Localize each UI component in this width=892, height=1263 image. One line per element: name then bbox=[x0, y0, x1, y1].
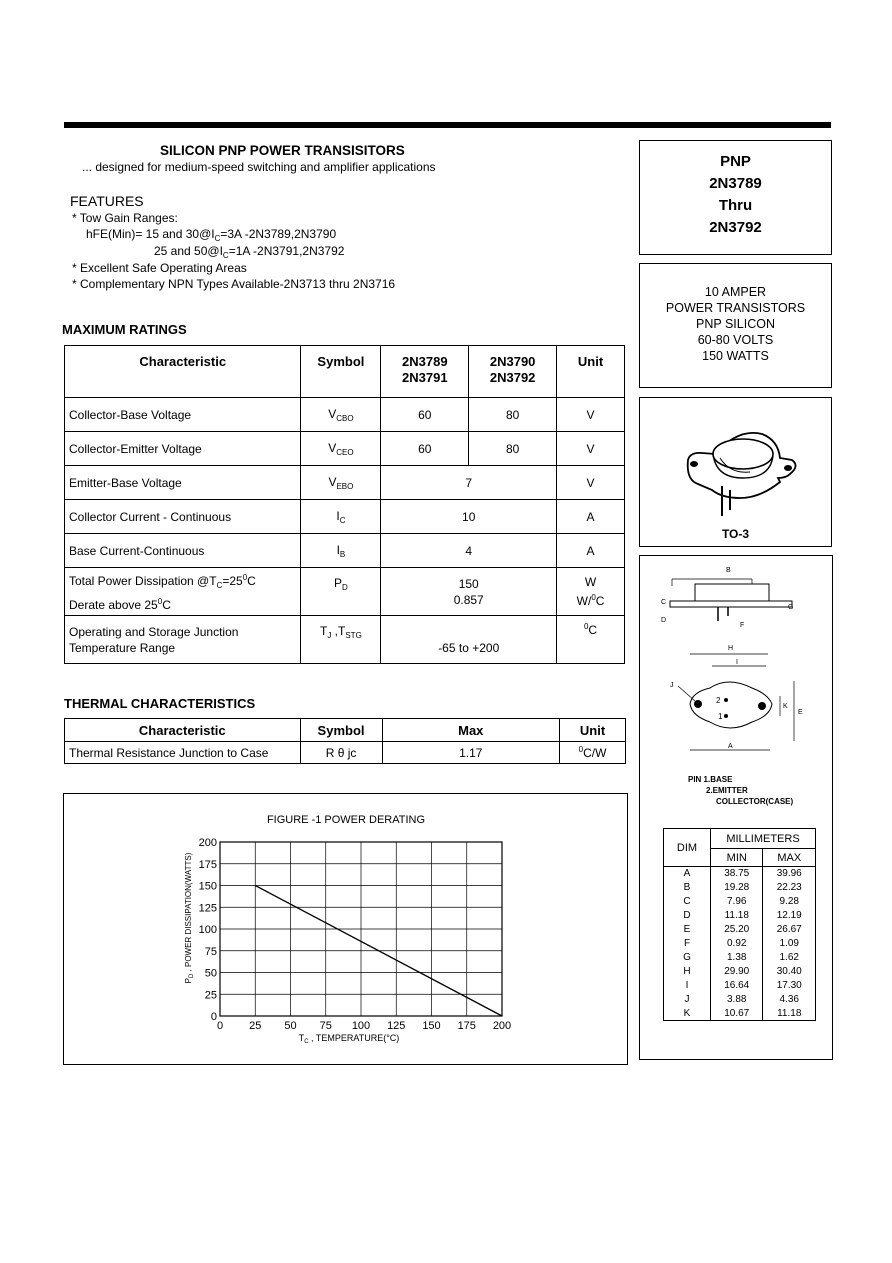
row-unit: W W/$^0$C bbox=[557, 568, 625, 616]
dim-min: 3.88 bbox=[711, 993, 763, 1007]
chart-xtick-label: 25 bbox=[249, 1020, 262, 1032]
dim-min: 29.90 bbox=[711, 965, 763, 979]
header-dim: DIM bbox=[664, 829, 711, 867]
feature-line: * Complementary NPN Types Available-2N3713 thru 2N3716 bbox=[72, 277, 396, 291]
dim-max: 26.67 bbox=[763, 923, 816, 937]
table-row bbox=[664, 923, 816, 937]
feature-line: * Excellent Safe Operating Areas bbox=[72, 261, 247, 275]
pin-2-label: 2 bbox=[716, 696, 721, 705]
table-row bbox=[664, 993, 816, 1007]
row-unit: V bbox=[557, 398, 625, 432]
chart-ytick-label: 150 bbox=[198, 880, 217, 893]
chart-ytick-label: 175 bbox=[198, 858, 217, 871]
chart-xlabel: $T_C$ , TEMPERATURE(°C) bbox=[298, 1033, 400, 1045]
row-value: -65 to +200 bbox=[381, 616, 557, 664]
dim-label-d: D bbox=[661, 617, 667, 624]
table-row bbox=[664, 895, 816, 909]
row-value: 60 bbox=[381, 432, 469, 466]
header-millimeters: MILLIMETERS bbox=[711, 829, 816, 849]
dim-label-e: E bbox=[798, 709, 803, 716]
table-row bbox=[65, 398, 625, 432]
chart-ytick-label: 25 bbox=[204, 989, 217, 1002]
dim-letter: I bbox=[664, 979, 711, 993]
chart-ytick-label: 125 bbox=[198, 902, 217, 915]
max-ratings-heading: MAXIMUM RATINGS bbox=[62, 322, 187, 337]
part-number-box bbox=[639, 140, 832, 255]
row-value: 4 bbox=[381, 534, 557, 568]
dim-max: 11.18 bbox=[763, 1007, 816, 1021]
table-header-row bbox=[65, 346, 625, 398]
spec-line: 60-80 VOLTS bbox=[697, 333, 774, 347]
dim-label-k: K bbox=[783, 703, 788, 710]
dim-max: 30.40 bbox=[763, 965, 816, 979]
table-row bbox=[65, 616, 625, 664]
dim-max: 17.30 bbox=[763, 979, 816, 993]
dim-label-c: C bbox=[661, 599, 667, 606]
table-row bbox=[664, 979, 816, 993]
spec-summary-box bbox=[639, 263, 832, 388]
row-value: 10 bbox=[381, 500, 557, 534]
dim-label-f: F bbox=[740, 622, 745, 629]
row-value: 60 bbox=[381, 398, 469, 432]
row-unit: $^0$C bbox=[557, 616, 625, 664]
power-derating-figure bbox=[63, 793, 628, 1065]
feature-line: hFE(Min)= 15 and $30@I_C=3A$ -2N3789,2N3790 bbox=[86, 227, 337, 243]
chart-ytick-label: 50 bbox=[204, 967, 217, 980]
table-row bbox=[65, 568, 625, 616]
chart-xtick-label: 75 bbox=[319, 1020, 332, 1032]
page-title: SILICON PNP POWER TRANSISITORS bbox=[160, 143, 405, 158]
dim-letter: D bbox=[664, 909, 711, 923]
dim-label-b: B bbox=[726, 567, 731, 574]
row-characteristic: Total Power Dissipation $@T_C=25^0C$ Derate above $25^0C$ bbox=[65, 568, 301, 616]
features-heading: FEATURES bbox=[70, 193, 144, 209]
dimension-table bbox=[663, 828, 816, 1021]
outline-box bbox=[639, 555, 833, 1060]
dim-letter: F bbox=[664, 937, 711, 951]
row-characteristic: Collector-Base Voltage bbox=[65, 398, 301, 432]
pin-line: 2.EMITTER bbox=[706, 786, 748, 795]
outline-drawing bbox=[640, 556, 832, 786]
row-symbol: $P_D$ bbox=[301, 568, 381, 616]
dim-min: 10.67 bbox=[711, 1007, 763, 1021]
feature-line: 25 and $50@I_C=1A$ -2N3791,2N3792 bbox=[154, 244, 345, 260]
dim-min: 38.75 bbox=[711, 867, 763, 881]
row-unit: A bbox=[557, 534, 625, 568]
thermal-table bbox=[64, 718, 626, 764]
row-characteristic: Emitter-Base Voltage bbox=[65, 466, 301, 500]
table-row bbox=[664, 909, 816, 923]
row-value: 150 0.857 bbox=[381, 568, 557, 616]
dim-label-i: I bbox=[736, 659, 738, 666]
chart-ytick-label: 100 bbox=[198, 924, 217, 936]
dim-label-j: J bbox=[670, 682, 674, 689]
chart-ticks bbox=[199, 837, 512, 1032]
dim-min: 25.20 bbox=[711, 923, 763, 937]
row-characteristic: Collector Current - Continuous bbox=[65, 500, 301, 534]
row-symbol: $V_{CEO}$ bbox=[301, 432, 381, 466]
power-derating-chart bbox=[64, 794, 627, 1064]
table-row bbox=[65, 742, 626, 764]
row-unit: A bbox=[557, 500, 625, 534]
dim-min: 16.64 bbox=[711, 979, 763, 993]
row-unit: $^0$C/W bbox=[560, 742, 626, 764]
table-row bbox=[664, 951, 816, 965]
chart-ytick-label: 0 bbox=[210, 1011, 217, 1023]
dim-letter: H bbox=[664, 965, 711, 979]
row-unit: V bbox=[557, 432, 625, 466]
row-symbol: $V_{EBO}$ bbox=[301, 466, 381, 500]
chart-xtick-label: 50 bbox=[284, 1020, 297, 1032]
table-row bbox=[65, 534, 625, 568]
table-row bbox=[65, 432, 625, 466]
dim-label-g: G bbox=[788, 604, 794, 611]
table-header-row bbox=[664, 829, 816, 849]
row-symbol: $I_B$ bbox=[301, 534, 381, 568]
dim-label-a: A bbox=[728, 743, 733, 750]
to3-package-icon bbox=[640, 398, 831, 546]
chart-xtick-label: 0 bbox=[216, 1020, 224, 1032]
dim-letter: J bbox=[664, 993, 711, 1007]
header-rule bbox=[64, 122, 831, 128]
chart-grid bbox=[220, 842, 502, 1016]
dim-letter: A bbox=[664, 867, 711, 881]
pin-assignment bbox=[688, 774, 793, 807]
feature-line: * Tow Gain Ranges: bbox=[72, 211, 178, 225]
spec-line: PNP SILICON bbox=[696, 317, 775, 331]
header-characteristic: Characteristic bbox=[65, 346, 301, 398]
row-symbol: $T_J$ $,T_{STG}$ bbox=[301, 616, 381, 664]
header-max: MAX bbox=[763, 849, 816, 867]
row-value: 80 bbox=[469, 398, 557, 432]
package-box bbox=[639, 397, 832, 547]
row-symbol: $I_C$ bbox=[301, 500, 381, 534]
pin-1-label: 1 bbox=[718, 712, 723, 721]
table-row bbox=[65, 500, 625, 534]
row-symbol: $V_{CBO}$ bbox=[301, 398, 381, 432]
spec-line: 150 WATTS bbox=[702, 349, 769, 363]
page-subtitle: ... designed for medium-speed switching and amplifier applications bbox=[82, 160, 436, 174]
max-ratings-table bbox=[64, 345, 625, 664]
dim-max: 9.28 bbox=[763, 895, 816, 909]
thermal-heading: THERMAL CHARACTERISTICS bbox=[64, 696, 256, 711]
chart-ytick-label: 75 bbox=[204, 945, 217, 958]
table-row bbox=[65, 466, 625, 500]
dim-letter: C bbox=[664, 895, 711, 909]
package-label: TO-3 bbox=[721, 527, 750, 541]
dim-max: 1.62 bbox=[763, 951, 816, 965]
row-characteristic: Base Current-Continuous bbox=[65, 534, 301, 568]
header-unit: Unit bbox=[557, 346, 625, 398]
dim-max: 12.19 bbox=[763, 909, 816, 923]
part-number-first: 2N3789 bbox=[709, 175, 762, 192]
dim-letter: E bbox=[664, 923, 711, 937]
row-characteristic: Thermal Resistance Junction to Case bbox=[65, 742, 301, 764]
header-min: MIN bbox=[711, 849, 763, 867]
header-symbol: Symbol bbox=[300, 719, 382, 742]
row-characteristic: Collector-Emitter Voltage bbox=[65, 432, 301, 466]
dim-min: 0.92 bbox=[711, 937, 763, 951]
chart-ylabel: $P_D$ , POWER DISSIPATION(WATTS) bbox=[184, 852, 195, 984]
header-symbol: Symbol bbox=[301, 346, 381, 398]
table-header-row bbox=[65, 719, 626, 742]
header-max: Max bbox=[382, 719, 560, 742]
part-number-last: 2N3792 bbox=[709, 219, 762, 236]
row-unit: V bbox=[557, 466, 625, 500]
dim-max: 22.23 bbox=[763, 881, 816, 895]
header-col1: 2N3789 2N3791 bbox=[381, 346, 469, 398]
dim-label-h: H bbox=[728, 645, 734, 652]
dim-max: 4.36 bbox=[763, 993, 816, 1007]
table-row bbox=[664, 965, 816, 979]
row-symbol: R θ jc bbox=[300, 742, 382, 764]
dim-min: 19.28 bbox=[711, 881, 763, 895]
header-characteristic: Characteristic bbox=[65, 719, 301, 742]
dim-max: 1.09 bbox=[763, 937, 816, 951]
dim-min: 7.96 bbox=[711, 895, 763, 909]
table-row bbox=[664, 881, 816, 895]
dim-letter: B bbox=[664, 881, 711, 895]
chart-xtick-label: 100 bbox=[351, 1020, 371, 1032]
chart-xtick-label: 150 bbox=[422, 1020, 441, 1032]
spec-line: POWER TRANSISTORS bbox=[665, 301, 806, 315]
dim-min: 1.38 bbox=[711, 951, 763, 965]
chart-xtick-label: 200 bbox=[492, 1020, 512, 1032]
row-value: 7 bbox=[381, 466, 557, 500]
dim-min: 11.18 bbox=[711, 909, 763, 923]
spec-line: 10 AMPER bbox=[704, 285, 767, 299]
chart-ytick-label: 200 bbox=[198, 837, 217, 849]
table-row bbox=[664, 867, 816, 881]
chart-title: FIGURE -1 POWER DERATING bbox=[266, 814, 426, 826]
row-value: 1.17 bbox=[382, 742, 560, 764]
row-characteristic: Operating and Storage Junction Temperature Range bbox=[65, 616, 301, 664]
chart-xtick-label: 175 bbox=[457, 1020, 476, 1032]
dim-letter: K bbox=[664, 1007, 711, 1021]
pin-line: PIN 1.BASE bbox=[688, 775, 733, 784]
chart-xtick-label: 125 bbox=[387, 1020, 406, 1032]
table-row bbox=[664, 1007, 816, 1021]
part-type: PNP bbox=[720, 153, 751, 170]
part-thru: Thru bbox=[718, 197, 753, 214]
header-col2: 2N3790 2N3792 bbox=[469, 346, 557, 398]
dim-letter: G bbox=[664, 951, 711, 965]
table-row bbox=[664, 937, 816, 951]
pin-line: COLLECTOR(CASE) bbox=[716, 797, 794, 806]
dim-max: 39.96 bbox=[763, 867, 816, 881]
row-value: 80 bbox=[469, 432, 557, 466]
header-unit: Unit bbox=[560, 719, 626, 742]
